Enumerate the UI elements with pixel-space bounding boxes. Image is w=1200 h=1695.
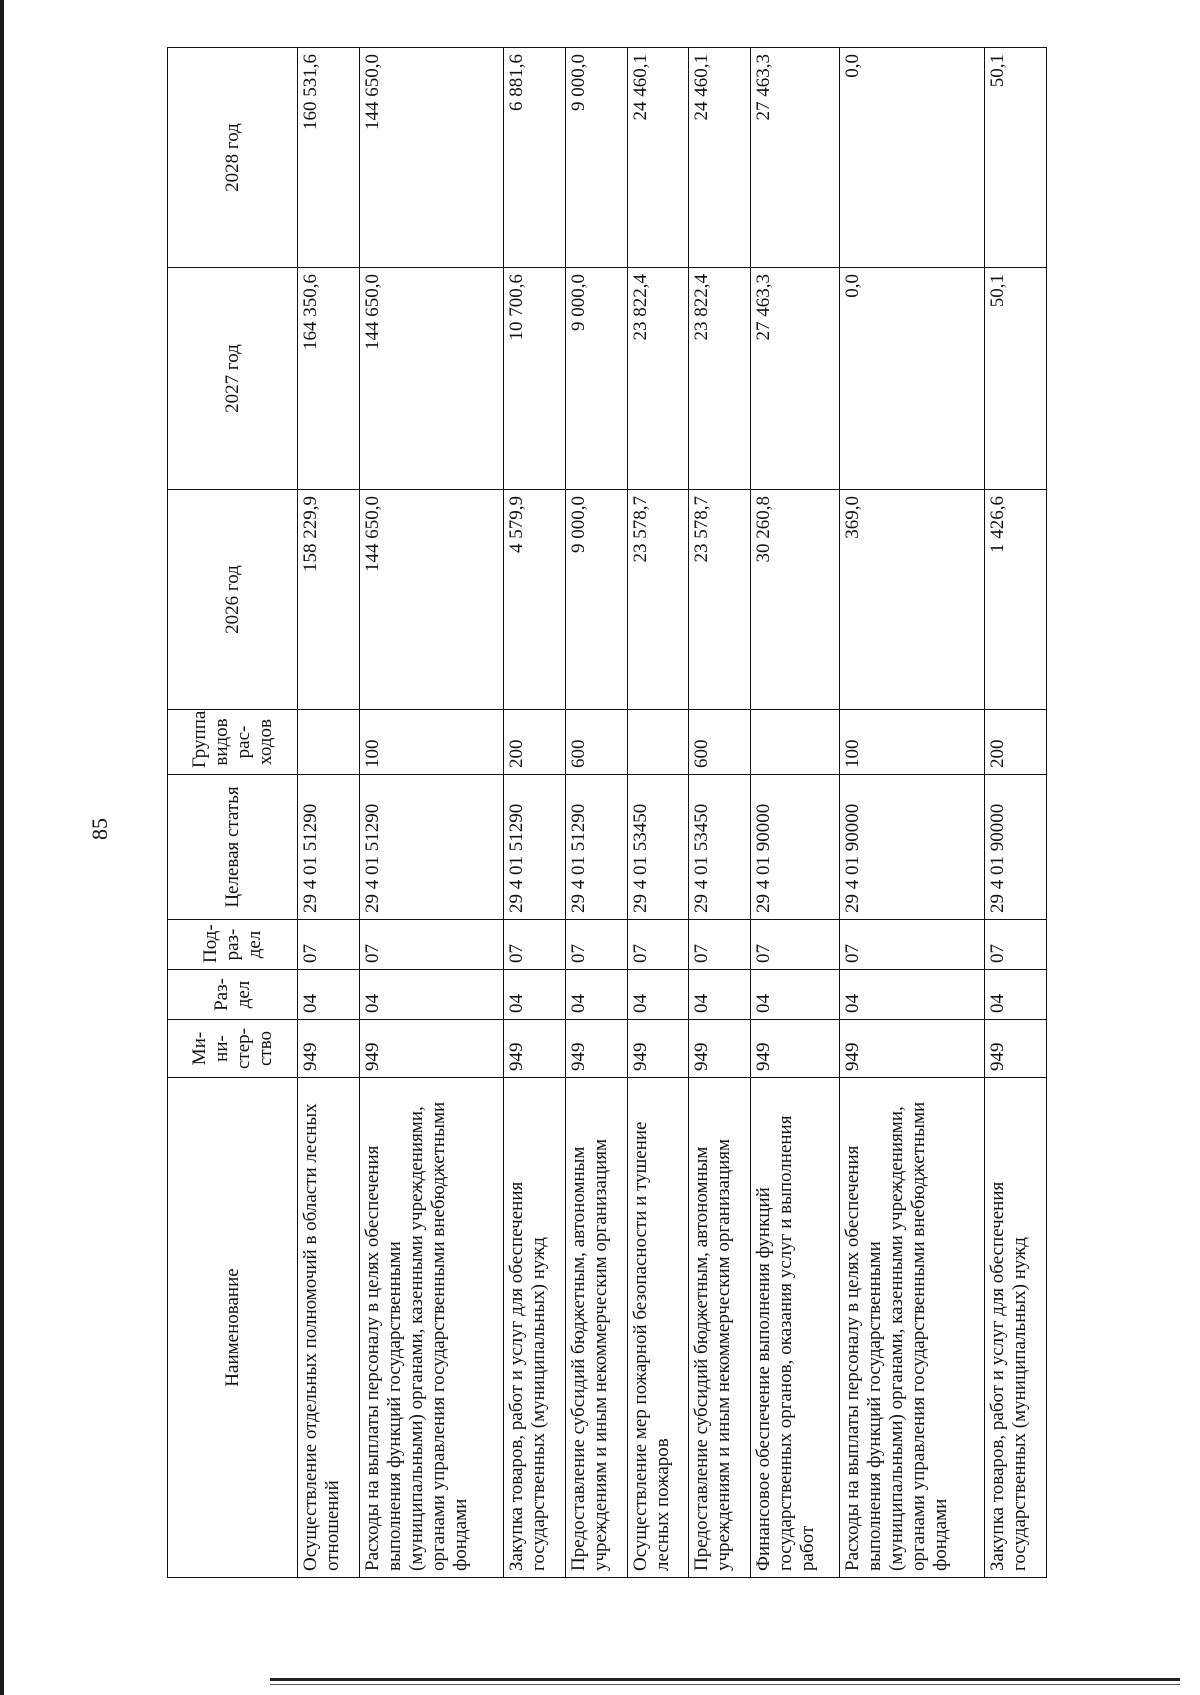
cell-target: 29 4 01 51290 bbox=[504, 775, 566, 920]
header-ministry: Ми-ни-стер-ство bbox=[168, 1020, 298, 1078]
header-2028: 2028 год bbox=[168, 48, 298, 268]
cell-subsection: 07 bbox=[504, 920, 566, 970]
header-2027: 2027 год bbox=[168, 268, 298, 490]
cell-target: 29 4 01 90000 bbox=[985, 775, 1047, 920]
cell-2028: 24 460,1 bbox=[689, 48, 751, 268]
header-2026: 2026 год bbox=[168, 490, 298, 710]
cell-target: 29 4 01 90000 bbox=[840, 775, 985, 920]
table-row bbox=[566, 48, 628, 1578]
cell-2027: 144 650,0 bbox=[359, 268, 504, 490]
cell-group: 200 bbox=[985, 710, 1047, 775]
cell-group bbox=[627, 710, 689, 775]
cell-section: 04 bbox=[298, 970, 360, 1020]
cell-name: Закупка товаров, работ и услуг для обеспечения государственных (муниципальных) нужд bbox=[985, 1078, 1047, 1578]
cell-ministry: 949 bbox=[359, 1020, 504, 1078]
cell-2028: 144 650,0 bbox=[359, 48, 504, 268]
header-name: Наименование bbox=[168, 1078, 298, 1578]
table-row bbox=[504, 48, 566, 1578]
cell-group: 600 bbox=[566, 710, 628, 775]
cell-2027: 0,0 bbox=[840, 268, 985, 490]
cell-name: Расходы на выплаты персоналу в целях обеспечения выполнения функций государственными (муниципальными) органами, казенными учреждениями, органами управления государственными внебюджетными фондами bbox=[840, 1078, 985, 1578]
cell-2027: 50,1 bbox=[985, 268, 1047, 490]
cell-2027: 164 350,6 bbox=[298, 268, 360, 490]
cell-subsection: 07 bbox=[566, 920, 628, 970]
cell-name: Предоставление субсидий бюджетным, автономным учреждениям и иным некоммерческим организациям bbox=[566, 1078, 628, 1578]
cell-ministry: 949 bbox=[504, 1020, 566, 1078]
cell-group: 600 bbox=[689, 710, 751, 775]
cell-target: 29 4 01 90000 bbox=[751, 775, 840, 920]
cell-target: 29 4 01 51290 bbox=[359, 775, 504, 920]
cell-section: 04 bbox=[359, 970, 504, 1020]
table-header-row bbox=[168, 48, 298, 1578]
bottom-rule bbox=[270, 1678, 1180, 1681]
cell-2028: 24 460,1 bbox=[627, 48, 689, 268]
cell-subsection: 07 bbox=[751, 920, 840, 970]
cell-2027: 23 822,4 bbox=[689, 268, 751, 490]
cell-name: Финансовое обеспечение выполнения функций государственных органов, оказания услуг и выполнения работ bbox=[751, 1078, 840, 1578]
cell-section: 04 bbox=[689, 970, 751, 1020]
cell-section: 04 bbox=[566, 970, 628, 1020]
cell-subsection: 07 bbox=[298, 920, 360, 970]
table-body bbox=[298, 48, 1047, 1578]
cell-2028: 9 000,0 bbox=[566, 48, 628, 268]
cell-ministry: 949 bbox=[298, 1020, 360, 1078]
rotated-table-container bbox=[167, 48, 1047, 1578]
table-row bbox=[627, 48, 689, 1578]
cell-2026: 23 578,7 bbox=[689, 490, 751, 710]
cell-name: Закупка товаров, работ и услуг для обеспечения государственных (муниципальных) нужд bbox=[504, 1078, 566, 1578]
cell-section: 04 bbox=[985, 970, 1047, 1020]
cell-2027: 9 000,0 bbox=[566, 268, 628, 490]
cell-name: Осуществление мер пожарной безопасности и тушение лесных пожаров bbox=[627, 1078, 689, 1578]
header-target: Целевая статья bbox=[168, 775, 298, 920]
header-subsection: Под-раз-дел bbox=[168, 920, 298, 970]
cell-group: 100 bbox=[840, 710, 985, 775]
cell-name: Предоставление субсидий бюджетным, автономным учреждениям и иным некоммерческим организациям bbox=[689, 1078, 751, 1578]
cell-2027: 27 463,3 bbox=[751, 268, 840, 490]
cell-2028: 0,0 bbox=[840, 48, 985, 268]
cell-2026: 9 000,0 bbox=[566, 490, 628, 710]
cell-2027: 23 822,4 bbox=[627, 268, 689, 490]
cell-ministry: 949 bbox=[689, 1020, 751, 1078]
cell-target: 29 4 01 51290 bbox=[298, 775, 360, 920]
left-margin-rule bbox=[0, 0, 4, 1695]
cell-group bbox=[298, 710, 360, 775]
cell-ministry: 949 bbox=[627, 1020, 689, 1078]
cell-group bbox=[751, 710, 840, 775]
bottom-rule-thin bbox=[270, 1684, 1180, 1685]
cell-section: 04 bbox=[627, 970, 689, 1020]
cell-ministry: 949 bbox=[985, 1020, 1047, 1078]
table-row bbox=[298, 48, 360, 1578]
cell-target: 29 4 01 53450 bbox=[689, 775, 751, 920]
cell-2026: 369,0 bbox=[840, 490, 985, 710]
header-section: Раз-дел bbox=[168, 970, 298, 1020]
table-row bbox=[985, 48, 1047, 1578]
cell-2026: 4 579,9 bbox=[504, 490, 566, 710]
cell-group: 200 bbox=[504, 710, 566, 775]
cell-subsection: 07 bbox=[840, 920, 985, 970]
cell-ministry: 949 bbox=[566, 1020, 628, 1078]
cell-2026: 1 426,6 bbox=[985, 490, 1047, 710]
table-row bbox=[359, 48, 504, 1578]
budget-table bbox=[167, 47, 1047, 1578]
cell-2028: 160 531,6 bbox=[298, 48, 360, 268]
cell-2027: 10 700,6 bbox=[504, 268, 566, 490]
cell-group: 100 bbox=[359, 710, 504, 775]
table-row bbox=[751, 48, 840, 1578]
header-group: Группа видов рас-ходов bbox=[168, 710, 298, 775]
cell-subsection: 07 bbox=[359, 920, 504, 970]
cell-name: Осуществление отдельных полномочий в области лесных отношений bbox=[298, 1078, 360, 1578]
table-row bbox=[840, 48, 985, 1578]
cell-2028: 50,1 bbox=[985, 48, 1047, 268]
page-number: 85 bbox=[87, 818, 112, 840]
cell-subsection: 07 bbox=[689, 920, 751, 970]
cell-target: 29 4 01 51290 bbox=[566, 775, 628, 920]
cell-target: 29 4 01 53450 bbox=[627, 775, 689, 920]
cell-2026: 158 229,9 bbox=[298, 490, 360, 710]
cell-name: Расходы на выплаты персоналу в целях обеспечения выполнения функций государственными (муниципальными) органами, казенными учреждениями, органами управления государственными внебюджетными фондами bbox=[359, 1078, 504, 1578]
cell-section: 04 bbox=[840, 970, 985, 1020]
cell-ministry: 949 bbox=[751, 1020, 840, 1078]
table-row bbox=[689, 48, 751, 1578]
cell-2026: 144 650,0 bbox=[359, 490, 504, 710]
cell-section: 04 bbox=[504, 970, 566, 1020]
cell-ministry: 949 bbox=[840, 1020, 985, 1078]
cell-2026: 30 260,8 bbox=[751, 490, 840, 710]
cell-2028: 6 881,6 bbox=[504, 48, 566, 268]
cell-2026: 23 578,7 bbox=[627, 490, 689, 710]
cell-subsection: 07 bbox=[627, 920, 689, 970]
cell-subsection: 07 bbox=[985, 920, 1047, 970]
cell-section: 04 bbox=[751, 970, 840, 1020]
cell-2028: 27 463,3 bbox=[751, 48, 840, 268]
